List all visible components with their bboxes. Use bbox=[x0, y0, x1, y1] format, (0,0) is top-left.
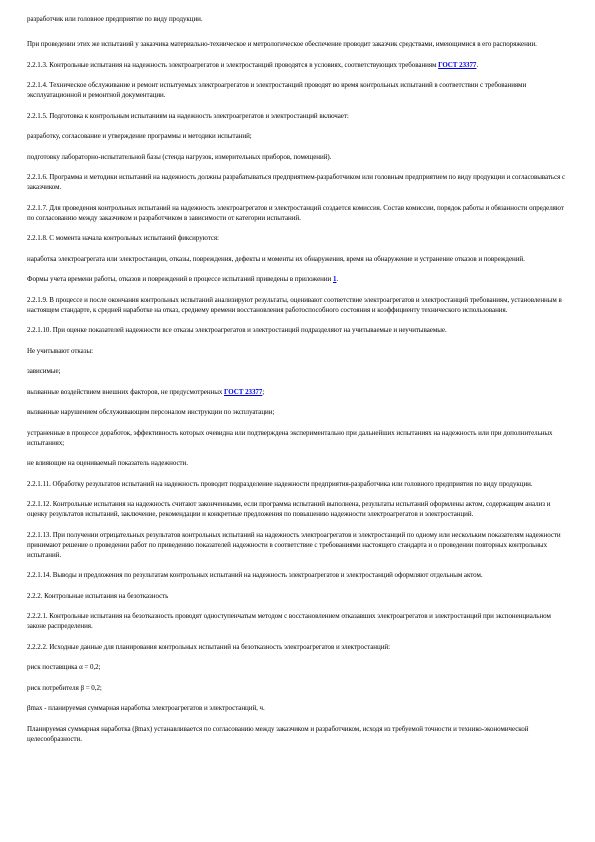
paragraph: 2.2.2.1. Контрольные испытания на безотказность проводят одноступенчатым методом с восстановлением отказавших электроагрегатов и электростанций при экспоненциальном законе распределения. bbox=[27, 612, 551, 630]
paragraph: вызванные нарушением обслуживающим персоналом инструкции по эксплуатации; bbox=[27, 408, 275, 416]
paragraph bbox=[27, 60, 570, 70]
paragraph bbox=[27, 387, 570, 397]
paragraph: риск поставщика α = 0,2; bbox=[27, 663, 101, 671]
paragraph-text: . bbox=[336, 275, 339, 283]
paragraph: 2.2.1.10. При оценке показателей надежности все отказы электроагрегатов и электростанций подразделяют на учитываемые и неучитываемые. bbox=[27, 326, 447, 334]
paragraph: 2.2.1.14. Выводы и предложения по результатам контрольных испытаний на надежность электроагрегатов и электростанций оформляют отдельным актом. bbox=[27, 571, 483, 579]
paragraph: При проведении этих же испытаний у заказчика материально-техническое и метрологическое обеспечение проводит заказчик средствами, имеющимися в его распоряжении. bbox=[27, 40, 537, 48]
paragraph: 2.2.1.13. При получении отрицательных результатов контрольных испытаний на надежность электроагрегатов и электростанций по одному или нескольким показателям надежности принимают решение о проведении работ по приведению показателей надежности в соответствие с требованиями настоящего стандарта и о проведении повторных контрольных испытаний. bbox=[27, 530, 561, 559]
paragraph: 2.2.1.12. Контрольные испытания на надежность считают законченными, если программа испытаний выполнена, результаты испытаний оформлены актом, содержащим анализ и оценку результатов испытаний, заключение, рекомендации и конкретные предложения по повышению надежности электроагрегатов и электростанций. bbox=[27, 500, 551, 518]
paragraph: 2.2.1.8. С момента начала контрольных испытаний фиксируются: bbox=[27, 234, 219, 242]
paragraph bbox=[27, 274, 570, 284]
paragraph: 2.2.1.11. Обработку результатов испытаний на надежность проводит подразделение надежности предприятия-разработчика или головного предприятия по виду продукции. bbox=[27, 479, 533, 488]
paragraph: наработка электроагрегата или электростанции, отказы, повреждения, дефекты и моменты их обнаружения, время на обнаружение и устранение отказов и повреждений. bbox=[27, 254, 525, 263]
document-body bbox=[27, 14, 570, 754]
paragraph-text: ; bbox=[262, 387, 265, 396]
appendix-1-link[interactable]: 1 bbox=[332, 275, 337, 283]
paragraph: зависимые; bbox=[27, 367, 61, 375]
paragraph: 2.2.2.2. Исходные данные для планирования контрольных испытаний на безотказность электроагрегатов и электростанций: bbox=[27, 642, 390, 651]
paragraph: устраненные в процессе доработок, эффективность которых очевидна или подтверждена экспериментально при дальнейших испытаниях на надежность или при дополнительных испытаниях; bbox=[27, 428, 553, 447]
paragraph: 2.2.1.9. В процессе и после окончания контрольных испытаний анализируют результаты, оценивают соответствие электроагрегатов и электростанций требованиям, установленным в настоящем стандарте, к средней наработке на отказ, среднему времени восстановления работоспособного состояния и коэффициенту технического использования. bbox=[27, 295, 562, 314]
paragraph: 2.2.1.7. Для проведения контрольных испытаний на надежность электроагрегатов и электростанций создается комиссия. Состав комиссии, порядок работы и обязанности определяют по согласованию между заказчиком и разработчиком в зависимости от категории испытаний. bbox=[27, 203, 564, 222]
paragraph: не влияющие на оцениваемый показатель надежности. bbox=[27, 459, 188, 467]
gost-23377-link[interactable]: ГОСТ 23377 bbox=[438, 60, 477, 69]
section-heading: 2.2.2. Контрольные испытания на безотказность bbox=[27, 591, 169, 600]
paragraph: разработчик или головное предприятие по виду продукции. bbox=[27, 15, 203, 23]
paragraph: βmax - планируемая суммарная наработка электроагрегатов и электростанций, ч. bbox=[27, 704, 265, 712]
paragraph: Планируемая суммарная наработка (βmax) устанавливается по согласованию между заказчиком и разработчиком, исходя из требуемой точности и технико-экономической целесообразности. bbox=[27, 724, 529, 743]
paragraph: подготовку лабораторно-испытательной базы (стенда нагрузок, измерительных приборов, помещений). bbox=[27, 152, 332, 161]
paragraph: риск потребителя β = 0,2; bbox=[27, 683, 102, 692]
paragraph: Не учитывают отказы: bbox=[27, 346, 93, 355]
paragraph-text: . bbox=[476, 60, 479, 69]
paragraph: 2.2.1.5. Подготовка к контрольным испытаниям на надежность электроагрегатов и электростанций включает: bbox=[27, 111, 349, 120]
paragraph: разработку, согласование и утверждение программы и методики испытаний; bbox=[27, 132, 252, 140]
paragraph: 2.2.1.4. Техническое обслуживание и ремонт испытуемых электроагрегатов и электростанций проводят во время контрольных испытаний в соответствии с требованиями эксплуатационной и ремонтной документации. bbox=[27, 81, 527, 99]
paragraph-text: Формы учета времени работы, отказов и повреждений в процессе испытаний приведены в приложении bbox=[27, 275, 333, 283]
paragraph: 2.2.1.6. Программа и методики испытаний на надежность должны разрабатываться предприятием-разработчиком или головным предприятием по виду продукции и согласовываться с заказчиком. bbox=[27, 173, 566, 191]
gost-23377-link[interactable]: ГОСТ 23377 bbox=[224, 387, 263, 396]
paragraph-text: вызванные воздействием внешних факторов, не предусмотренных bbox=[27, 387, 225, 396]
paragraph-text: 2.2.1.3. Контрольные испытания на надежность электроагрегатов и электростанций проводятся в условиях, соответствующих требованиям bbox=[27, 60, 439, 69]
